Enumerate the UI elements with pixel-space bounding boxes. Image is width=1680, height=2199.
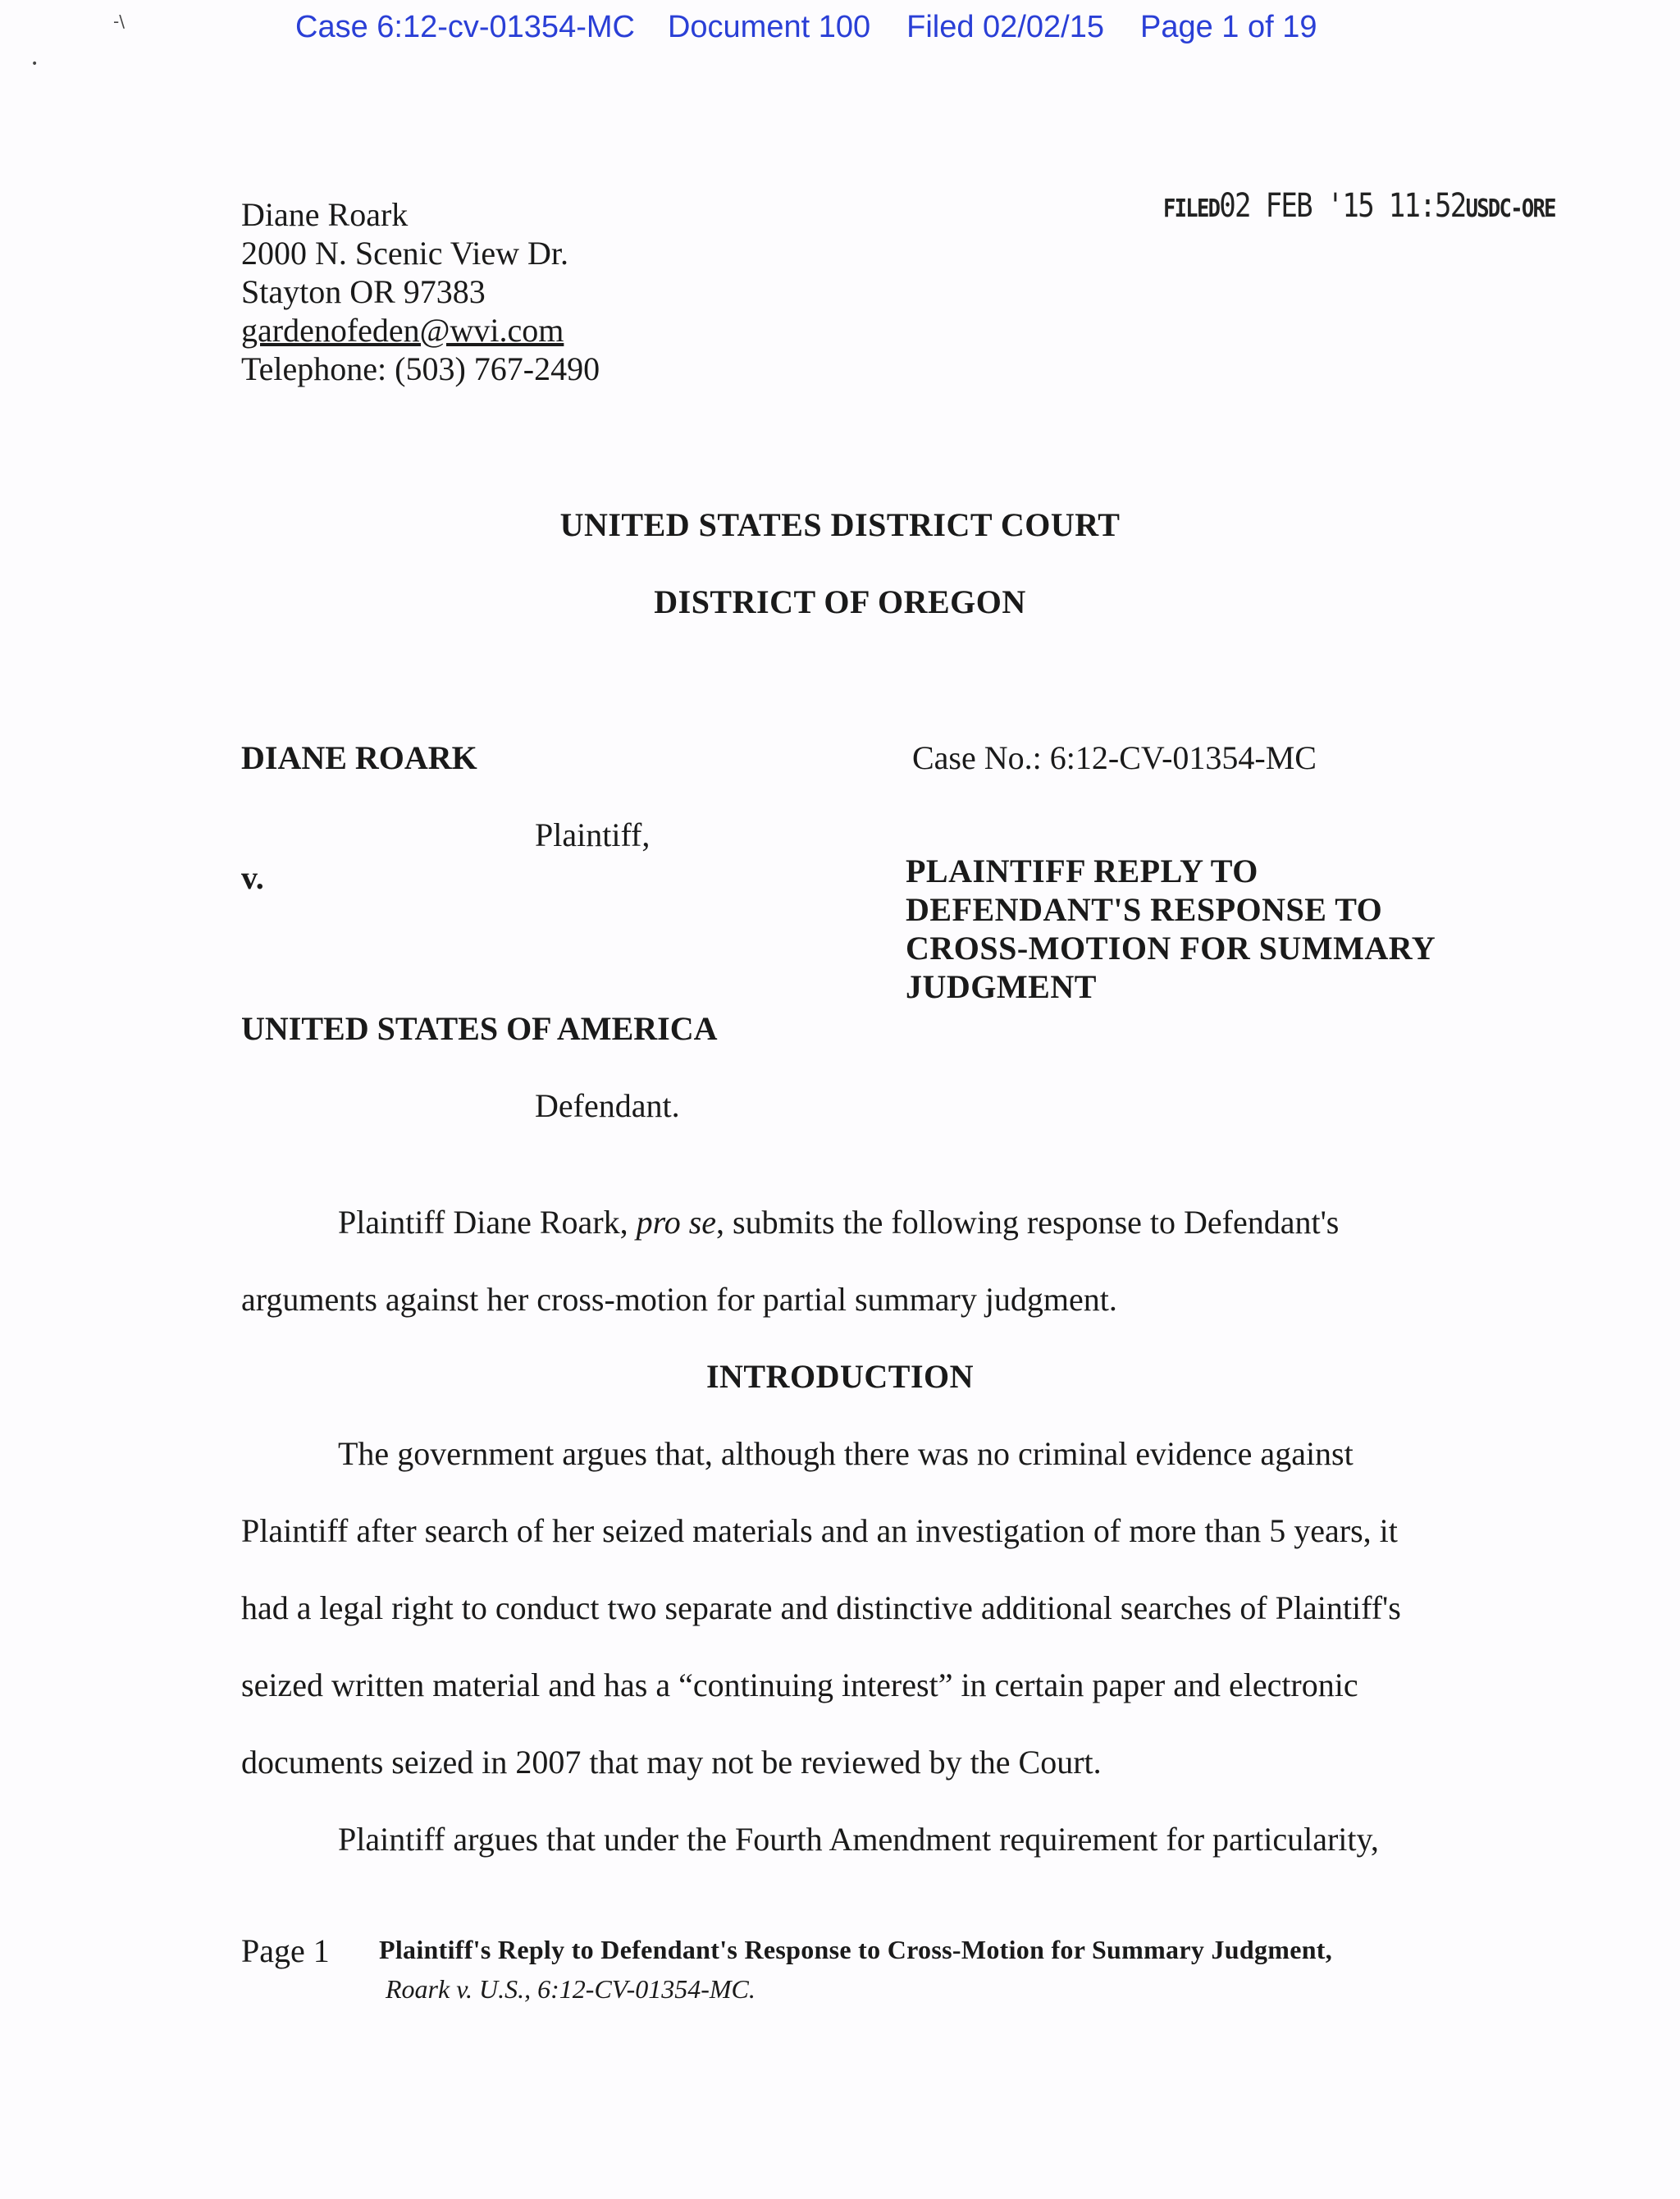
filed-stamp-court: USDC-ORE bbox=[1465, 194, 1555, 223]
ecf-case-number: Case 6:12-cv-01354-MC bbox=[295, 10, 635, 44]
case-number: Case No.: 6:12-CV-01354-MC bbox=[912, 739, 1317, 776]
footer-citation: Roark v. U.S., 6:12-CV-01354-MC. bbox=[386, 1974, 756, 2004]
intro-paragraph-line bbox=[338, 1203, 1339, 1241]
footer-title: Plaintiff's Reply to Defendant's Response to Cross-Motion for Summary Judgment, bbox=[379, 1935, 1333, 1964]
footer-page-number: Page 1 bbox=[241, 1932, 330, 1969]
paragraph-line: The government argues that, although there was no criminal evidence against bbox=[338, 1435, 1354, 1472]
plaintiff-name: DIANE ROARK bbox=[241, 739, 477, 776]
address-email: gardenofeden@wvi.com bbox=[241, 312, 564, 349]
ecf-page-count: Page 1 of 19 bbox=[1139, 10, 1317, 44]
versus-label: v. bbox=[241, 859, 264, 896]
motion-title-line: CROSS-MOTION FOR SUMMARY bbox=[906, 930, 1436, 967]
filed-stamp-label: FILED bbox=[1163, 194, 1220, 223]
court-name: UNITED STATES DISTRICT COURT bbox=[559, 506, 1121, 543]
defendant-label: Defendant. bbox=[535, 1087, 680, 1124]
intro-text: , submits the following response to Defendant's bbox=[716, 1204, 1340, 1241]
paragraph-line: Plaintiff argues that under the Fourth Amendment requirement for particularity, bbox=[338, 1821, 1379, 1858]
intro-text-italic: pro se bbox=[636, 1204, 717, 1241]
paragraph-line: Plaintiff after search of her seized materials and an investigation of more than 5 years, it bbox=[241, 1512, 1398, 1549]
motion-title bbox=[906, 852, 1436, 1006]
address-city: Stayton OR 97383 bbox=[241, 273, 486, 310]
scan-mark: -\ bbox=[113, 11, 125, 31]
scan-mark: • bbox=[31, 57, 39, 71]
paragraph-line: documents seized in 2007 that may not be reviewed by the Court. bbox=[241, 1744, 1102, 1781]
motion-title-line: PLAINTIFF REPLY TO bbox=[906, 853, 1258, 889]
motion-title-line: DEFENDANT'S RESPONSE TO bbox=[906, 891, 1383, 928]
address-block bbox=[241, 195, 600, 388]
motion-title-line: JUDGMENT bbox=[906, 968, 1097, 1005]
ecf-header bbox=[295, 10, 1317, 45]
address-phone: Telephone: (503) 767-2490 bbox=[241, 350, 600, 387]
defendant-name: UNITED STATES OF AMERICA bbox=[241, 1010, 718, 1047]
filed-stamp-datetime: 02 FEB '15 11:52 bbox=[1219, 187, 1466, 225]
section-heading: INTRODUCTION bbox=[705, 1358, 975, 1395]
address-street: 2000 N. Scenic View Dr. bbox=[241, 235, 569, 272]
ecf-filed-date: Filed 02/02/15 bbox=[906, 10, 1104, 44]
plaintiff-label: Plaintiff, bbox=[535, 816, 651, 853]
address-name: Diane Roark bbox=[241, 196, 409, 233]
court-district: DISTRICT OF OREGON bbox=[654, 583, 1026, 620]
intro-text: Plaintiff Diane Roark, bbox=[338, 1204, 637, 1241]
intro-paragraph-line: arguments against her cross-motion for partial summary judgment. bbox=[241, 1281, 1117, 1318]
paragraph-line: seized written material and has a “continuing interest” in certain paper and electronic bbox=[241, 1666, 1358, 1703]
filed-stamp bbox=[1163, 187, 1555, 225]
paragraph-line: had a legal right to conduct two separate and distinctive additional searches of Plaintiff's bbox=[241, 1589, 1401, 1626]
ecf-document-number: Document 100 bbox=[667, 10, 871, 44]
